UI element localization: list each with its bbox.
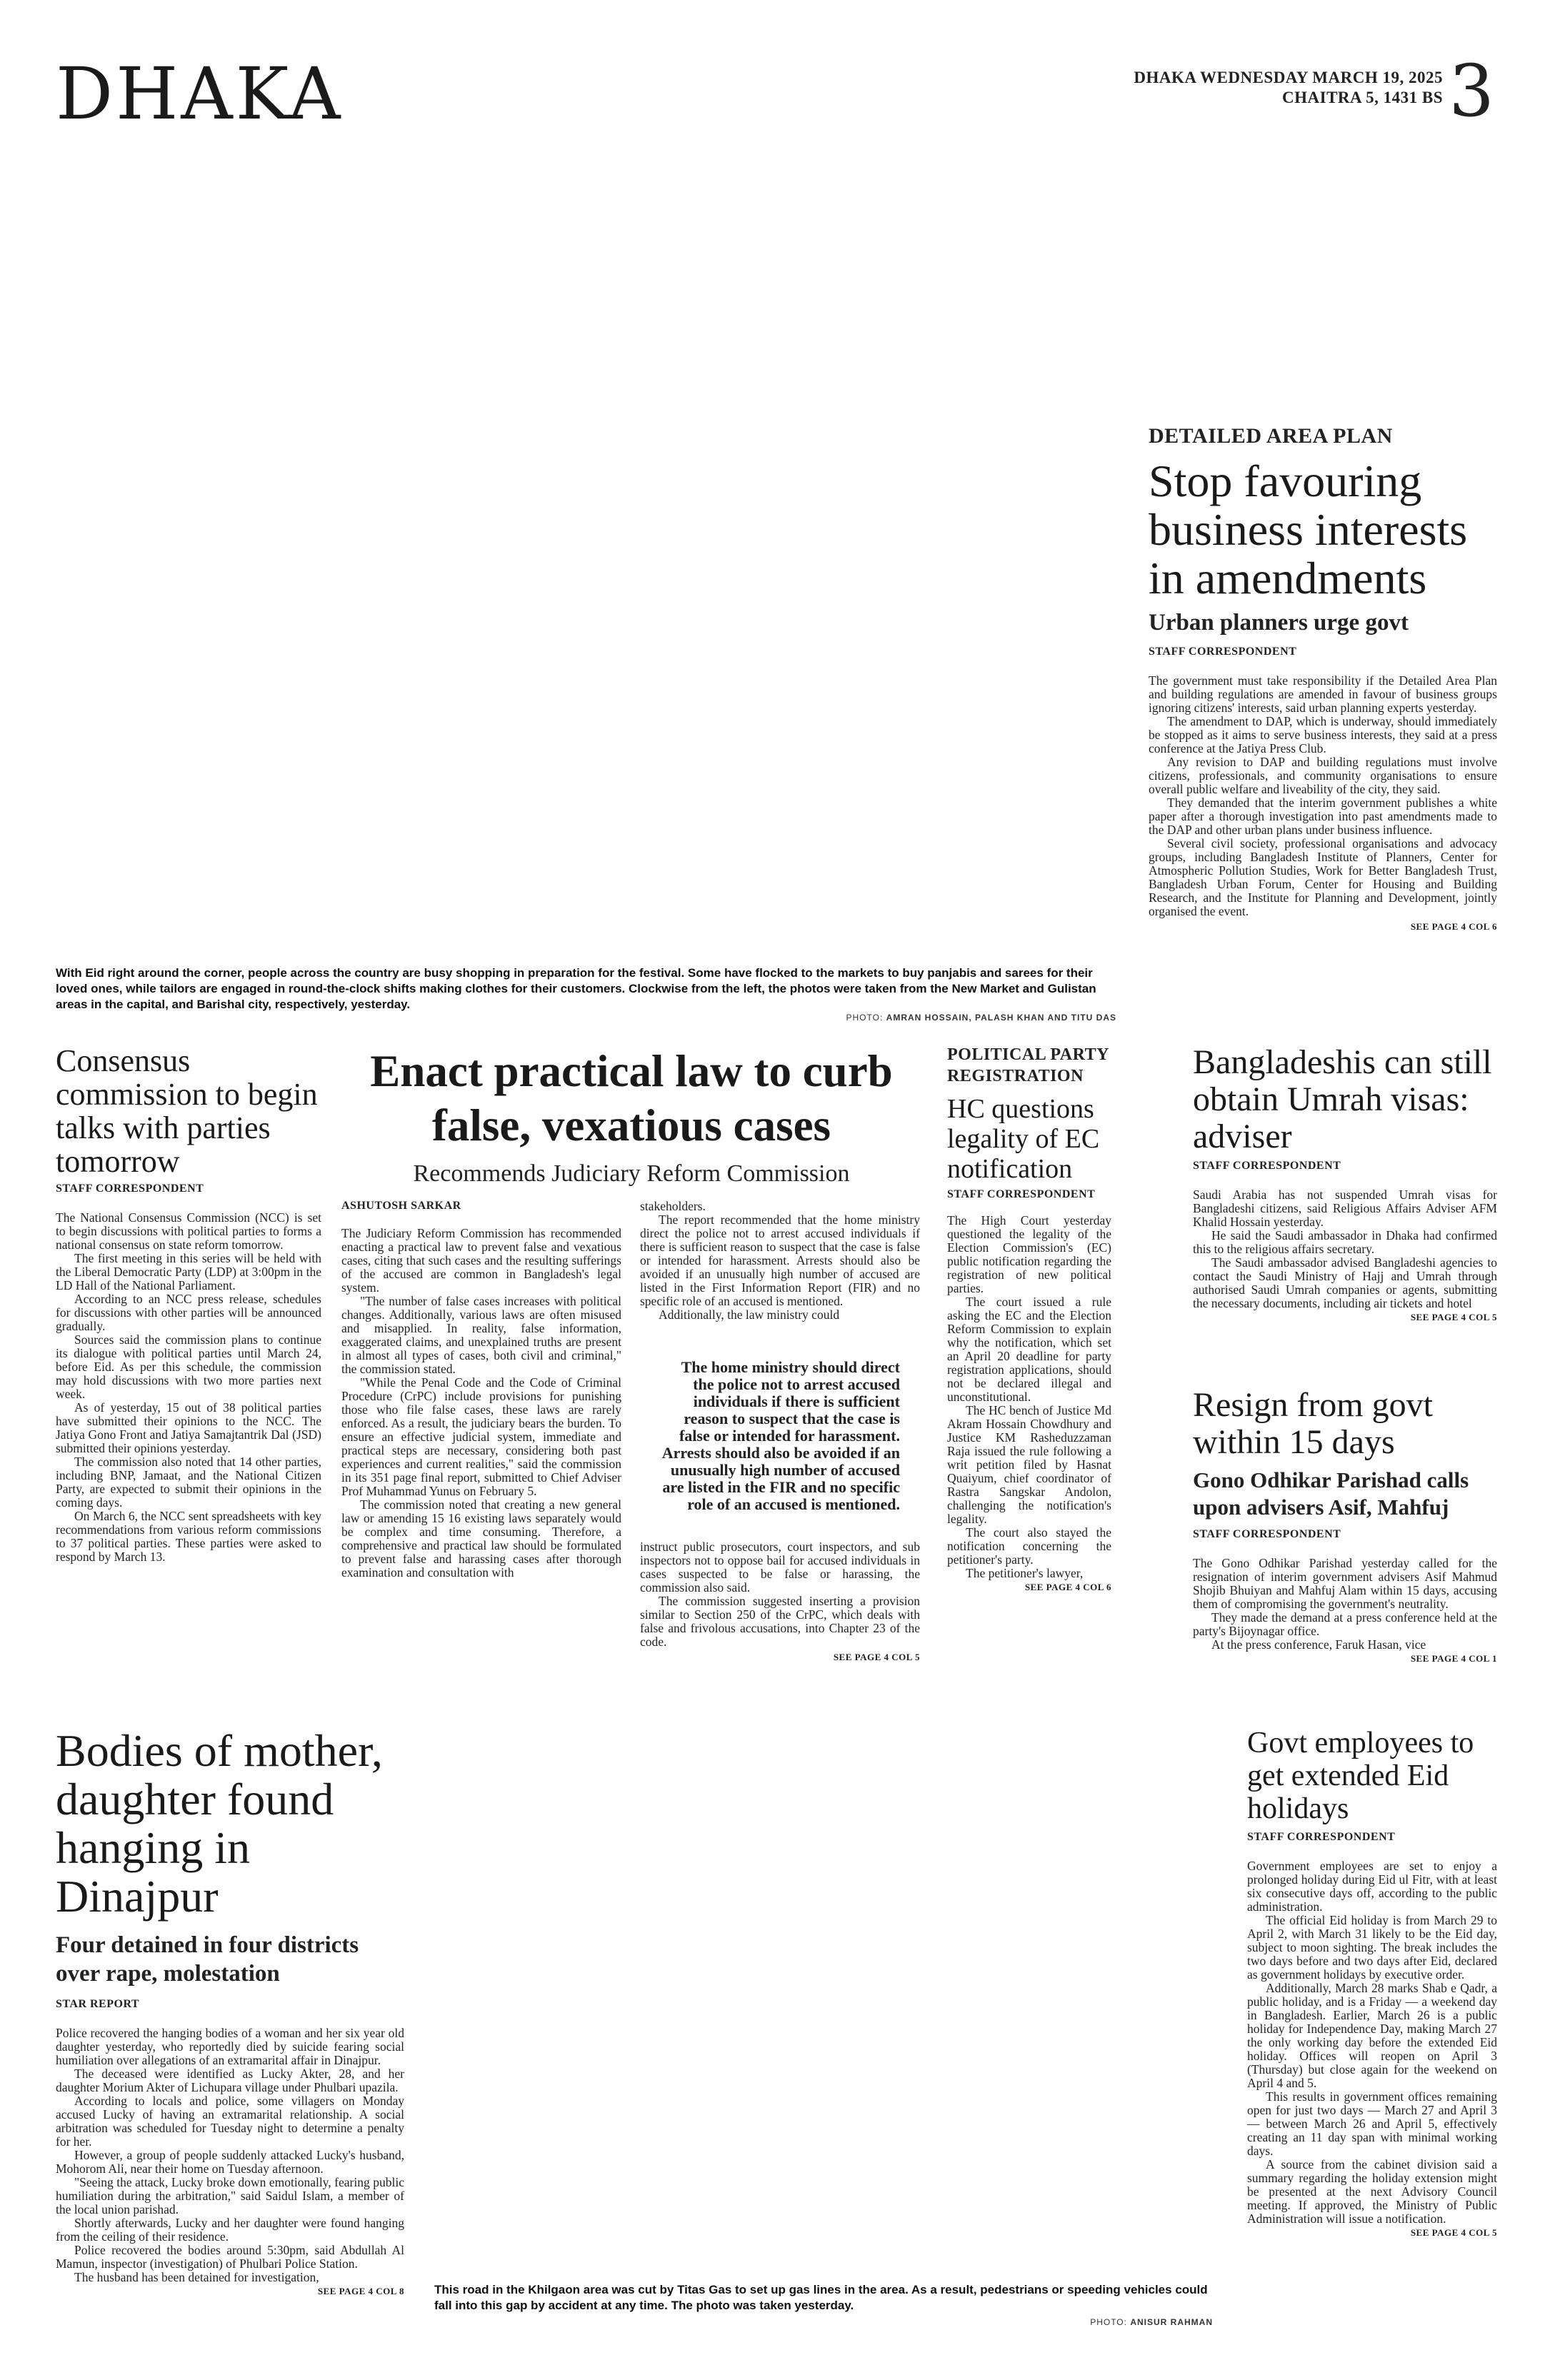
bodies-paragraph: The husband has been detained for investigation, [74,2270,319,2284]
bodies-paragraph: Police recovered the hanging bodies of a woman and her six year old daughter yesterday, who reportedly died by suicide fearing social humiliation over allegations of an extramarital affair in Dinajpur. [56,2026,404,2067]
bottom-photo [434,1727,1220,2276]
resign-headline: Resign from govt within 15 days [1193,1386,1433,1461]
consensus-body [56,1211,321,1564]
consensus-paragraph: The National Consensus Commission (NCC) is set to begin discussions with political parties to forms a national consensus on state reform tomorrow. [56,1210,321,1252]
hc-jump-line: SEE PAGE 4 COL 6 [1024,1582,1111,1592]
hc-paragraph: The court also stayed the notification concerning the petitioner's party. [947,1525,1111,1567]
eid-paragraph: This results in government offices remaining open for just two days — March 27 and April 3 — between March 26 and April 5, effectively creating an 11 day span with minimal working days. [1247,2089,1497,2158]
masthead: DHAKA [56,52,344,136]
umrah-jump-line: SEE PAGE 4 COL 5 [1410,1312,1497,1322]
law-dek: Recommends Judiciary Reform Commission [413,1160,850,1187]
dap-paragraph: They demanded that the interim government publishes a white paper after a thorough investigation into past amendments made to the DAP and other urban plans under business influence. [1149,795,1497,837]
hc-headline: HC questions legality of EC notification [947,1094,1100,1184]
law-body-col1 [341,1227,621,1580]
law-paragraph: instruct public prosecutors, court inspectors, and sub inspectors not to oppose bail for accused individuals in cases suspected to be false or harassing, the commission also said. [640,1540,920,1595]
page-number: 3 [1449,49,1494,133]
resign-jump-line: SEE PAGE 4 COL 1 [1410,1653,1497,1664]
hc-paragraph: The court issued a rule asking the EC and the Election Reform Commission to explain why the notification, which set an April 20 deadline for party registration applications, should not be declared illegal and unconstitutional. [947,1295,1111,1404]
dap-paragraph: The government must take responsibility if the Detailed Area Plan and building regulations are amended in favour of business groups ignoring citizens' interests, said urban planning experts yesterday. [1149,673,1497,715]
bodies-dek: Four detained in four districts over rape, molestation [56,1932,359,1987]
law-paragraph: The commission suggested inserting a provision similar to Section 250 of the CrPC, which deals with false and frivolous accusations, into Chapter 23 of the code. [640,1594,920,1649]
bottom-photo-caption: This road in the Khilgaon area was cut by Titas Gas to set up gas lines in the area. As a result, pedestrians or speeding vehicles could fall into this gap by accident at any time. The photo was taken yesterday. [434,2283,1208,2312]
bottom-photo-credit-label: PHOTO: [1090,2317,1127,2327]
law-paragraph: The report recommended that the home ministry direct the police not to arrest accused individuals if there is sufficient reason to suspect that the case is false or intended for harassment. Arrests should also be avoided if an unusually high number of accused are listed in the First Information Report (FIR) and no specific role of an accused is mentioned. [640,1212,920,1308]
bodies-byline: STAR REPORT [56,1998,140,2010]
resign-story [1193,1387,1497,1665]
bodies-body [56,2027,404,2284]
law-story [341,1044,921,1663]
bodies-paragraph: Police recovered the bodies around 5:30pm, said Abdullah Al Mamun, inspector (investigation) of Phulbari Police Station. [56,2243,404,2271]
top-photo-credit-label: PHOTO: [846,1013,884,1023]
bodies-paragraph: However, a group of people suddenly attacked Lucky's husband, Mohorom Ali, near their home on Tuesday afternoon. [56,2148,404,2176]
umrah-paragraph: Saudi Arabia has not suspended Umrah visas for Bangladeshi citizens, said Religious Affairs Adviser AFM Khalid Hossain yesterday. [1193,1188,1497,1229]
top-photo-credit-names: AMRAN HOSSAIN, PALASH KHAN AND TITU DAS [886,1013,1116,1023]
bodies-jump-line: SEE PAGE 4 COL 8 [317,2286,404,2296]
eid-jump-line: SEE PAGE 4 COL 5 [1410,2227,1497,2238]
eid-paragraph: Government employees are set to enjoy a prolonged holiday during Eid ul Fitr, with at least six consecutive days off, according to the public administration. [1247,1859,1497,1914]
bodies-headline: Bodies of mother, daughter found hanging in Dinajpur [56,1725,383,1922]
eid-body [1247,1859,1497,2226]
consensus-headline: Consensus commission to begin talks with parties tomorrow [56,1043,318,1179]
bodies-paragraph: According to locals and police, some villagers on Monday accused Lucky of having an extramarital relationship. A social arbitration was scheduled for Tuesday night to determine a penalty for her. [56,2094,404,2149]
dap-kicker: DETAILED AREA PLAN [1149,424,1393,448]
consensus-paragraph: The first meeting in this series will be held with the Liberal Democratic Party (LDP) at 3:00pm in the LD Hall of the National Parliament. [56,1251,321,1292]
top-photo-caption: With Eid right around the corner, people across the country are busy shopping in preparation for the festival. Some have flocked to the markets to buy panjabis and sarees for their loved ones, while tailors are engaged in round-the-clock shifts making clothes for their customers. Clockwise from the left, the photos were taken from the New Market and Gulistan areas in the capital, and Barishal city, respectively, yesterday. [56,966,1096,1011]
bottom-photo-credit [434,2317,1213,2327]
eid-paragraph: The official Eid holiday is from March 29 to April 2, with March 31 likely to be the Eid day, subject to moon sighting. The break includes the two days before and two days after Eid, declared as government holidays by executive order. [1247,1913,1497,1982]
dap-headline: Stop favouring business interests in amendments [1149,456,1468,603]
hc-story [947,1044,1111,1593]
hc-kicker: POLITICAL PARTY REGISTRATION [947,1045,1109,1085]
dap-paragraph: The amendment to DAP, which is underway, should immediately be stopped as it aims to serve business interests, they said at a press conference at the Jatiya Press Club. [1149,714,1497,755]
consensus-byline: STAFF CORRESPONDENT [56,1183,204,1195]
consensus-paragraph: On March 6, the NCC sent spreadsheets with key recommendations from various reform commissions to 37 political parties. These parties were asked to respond by March 13. [56,1509,321,1564]
bodies-paragraph: Shortly afterwards, Lucky and her daughter were found hanging from the ceiling of their residence. [56,2216,404,2244]
law-paragraph: The commission noted that creating a new general law or amending 15 16 existing laws separately would be complex and time consuming. Therefore, a comprehensive and practical law should be formulated to prevent false and harassing cases after thorough examination and consultation with [341,1497,621,1580]
law-byline: ASHUTOSH SARKAR [341,1200,461,1212]
bottom-photo-credit-name: ANISUR RAHMAN [1130,2317,1213,2327]
hc-paragraph: The petitioner's lawyer, [966,1566,1084,1580]
law-body-col2 [640,1200,920,1322]
hc-paragraph: The HC bench of Justice Md Akram Hossain Chowdhury and Justice KM Rasheduzzaman Raja issued the rule following a writ petition filed by Hasnat Quaiyum, chief coordinator of Rastra Sangskar Andolon, challenging the notification's legality. [947,1403,1111,1526]
law-headline: Enact practical law to curb false, vexatious cases [370,1046,893,1150]
dap-jump-line: SEE PAGE 4 COL 6 [1410,921,1497,932]
law-paragraph: The Judiciary Reform Commission has recommended enacting a practical law to prevent false and vexatious cases, citing that such cases and the resulting sufferings of the accused are common in Bangladesh's legal system. [341,1226,621,1295]
dateline-bangla-date: CHAITRA 5, 1431 BS [1282,89,1443,106]
law-paragraph: stakeholders. [640,1199,706,1213]
consensus-paragraph: According to an NCC press release, schedules for discussions with other parties will be announced gradually. [56,1292,321,1333]
eid-paragraph: Additionally, March 28 marks Shab e Qadr, a public holiday, and is a Friday — a weekend day in Bangladesh. Earlier, March 26 is a public holiday for Independence Day, making March 27 the only working day before the extended Eid holiday. Offices will reopen on April 3 (Thursday) but close again for the weekend on April 4 and 5. [1247,1981,1497,2090]
bodies-paragraph: "Seeing the attack, Lucky broke down emotionally, fearing public humiliation during the arbitration," said Saidul Islam, a member of the local union parishad. [56,2175,404,2216]
umrah-paragraph: The Saudi ambassador advised Bangladeshi agencies to contact the Saudi Ministry of Hajj and Umrah through authorised Saudi Umrah companies or agents, submitting the necessary documents, including air tickets and hotel [1193,1255,1497,1310]
law-body-col2-continued [640,1540,920,1649]
eid-headline: Govt employees to get extended Eid holidays [1247,1727,1474,1825]
dap-paragraph: Several civil society, professional organisations and advocacy groups, including Bangladesh Institute of Planners, Center for Atmospheric Pollution Studies, Work for Better Bangladesh Trust, Bangladesh Urban Forum, Center for Housing and Building Research, and the Institute for Planning and Development, jointly organised the event. [1149,836,1497,918]
consensus-paragraph: As of yesterday, 15 out of 38 political parties have submitted their opinions to the NCC. The Jatiya Gono Front and Jatiya Samajtantrik Dal (JSD) submitted their opinions yesterday. [56,1400,321,1455]
bodies-paragraph: The deceased were identified as Lucky Akter, 28, and her daughter Morium Akter of Lichupara village under Phulbari upazila. [56,2067,404,2094]
law-paragraph: "While the Penal Code and the Code of Criminal Procedure (CrPC) include provisions for punishing those who file false cases, these laws are rarely enforced. As a result, the judiciary bears the burden. To ensure an effective judicial system, immediate and practical steps are necessary, considering both past experiences and current realities," said the commission in its 351 page final report, submitted to Chief Adviser Prof Muhammad Yunus on February 5. [341,1375,621,1498]
dateline-date: DHAKA WEDNESDAY MARCH 19, 2025 [1134,69,1443,86]
umrah-byline: STAFF CORRESPONDENT [1193,1160,1341,1172]
hc-paragraph: The High Court yesterday questioned the legality of the Election Commission's (EC) public notification regarding the registration of new political parties. [947,1213,1111,1295]
resign-dek: Gono Odhikar Parishad calls upon advisers Asif, Mahfuj [1193,1467,1469,1520]
consensus-paragraph: Sources said the commission plans to continue its dialogue with political parties until March 24, before Eid. As per this schedule, the commission may hold discussions with two more parties next week. [56,1332,321,1401]
consensus-story [56,1044,321,1564]
law-pull-quote: The home ministry should direct the police not to arrest accused individuals if there is sufficient reason to suspect that the case is false or intended for harassment. Arrests should also be avoided if an unusually high number of accused are listed in the FIR and no specific role of an accused is mentioned. [661,1358,900,1513]
law-paragraph: "The number of false cases increases with political changes. Additionally, various laws are often misused and misapplied. In reality, false information, exaggerated claims, and unexplained truths are present in almost all types of cases, both civil and criminal," the commission stated. [341,1294,621,1376]
consensus-paragraph: The commission also noted that 14 other parties, including BNP, Jamaat, and the National Citizen Party, are expected to submit their opinions in the coming days. [56,1455,321,1510]
umrah-paragraph: He said the Saudi ambassador in Dhaka had confirmed this to the religious affairs secretary. [1193,1228,1497,1256]
umrah-body [1193,1188,1497,1310]
eid-paragraph: A source from the cabinet division said a summary regarding the holiday extension might be presented at the next Advisory Council meeting. If approved, the Ministry of Public Administration will issue a notification. [1247,2157,1497,2226]
resign-paragraph: At the press conference, Faruk Hasan, vice [1211,1637,1426,1652]
eid-story [1247,1727,1497,2239]
hc-body [947,1214,1111,1580]
law-jump-line: SEE PAGE 4 COL 5 [833,1652,920,1662]
hc-byline: STAFF CORRESPONDENT [947,1188,1096,1200]
dap-paragraph: Any revision to DAP and building regulations must involve citizens, professionals, and community organisations to ensure overall public welfare and liveability of the city, they said. [1149,755,1497,796]
resign-paragraph: The Gono Odhikar Parishad yesterday called for the resignation of interim government advisers Asif Mahmud Shojib Bhuiyan and Mahfuj Alam within 15 days, accusing them of compromising the government's neutrality. [1193,1556,1497,1611]
dap-story [1149,424,1497,933]
law-paragraph: Additionally, the law ministry could [659,1307,840,1322]
dap-byline: STAFF CORRESPONDENT [1149,646,1297,658]
top-photo-credit [56,1013,1116,1023]
resign-paragraph: They made the demand at a press conference held at the party's Bijoynagar office. [1193,1610,1497,1638]
resign-body [1193,1557,1497,1652]
resign-byline: STAFF CORRESPONDENT [1193,1528,1341,1540]
umrah-headline: Bangladeshis can still obtain Umrah visas: adviser [1193,1043,1492,1155]
umrah-story [1193,1044,1497,1323]
bodies-story [56,1727,404,2297]
top-photo [56,143,1127,957]
eid-byline: STAFF CORRESPONDENT [1247,1831,1396,1843]
dateline [1134,68,1443,108]
dap-dek: Urban planners urge govt [1149,610,1409,636]
dap-body [1149,674,1497,918]
